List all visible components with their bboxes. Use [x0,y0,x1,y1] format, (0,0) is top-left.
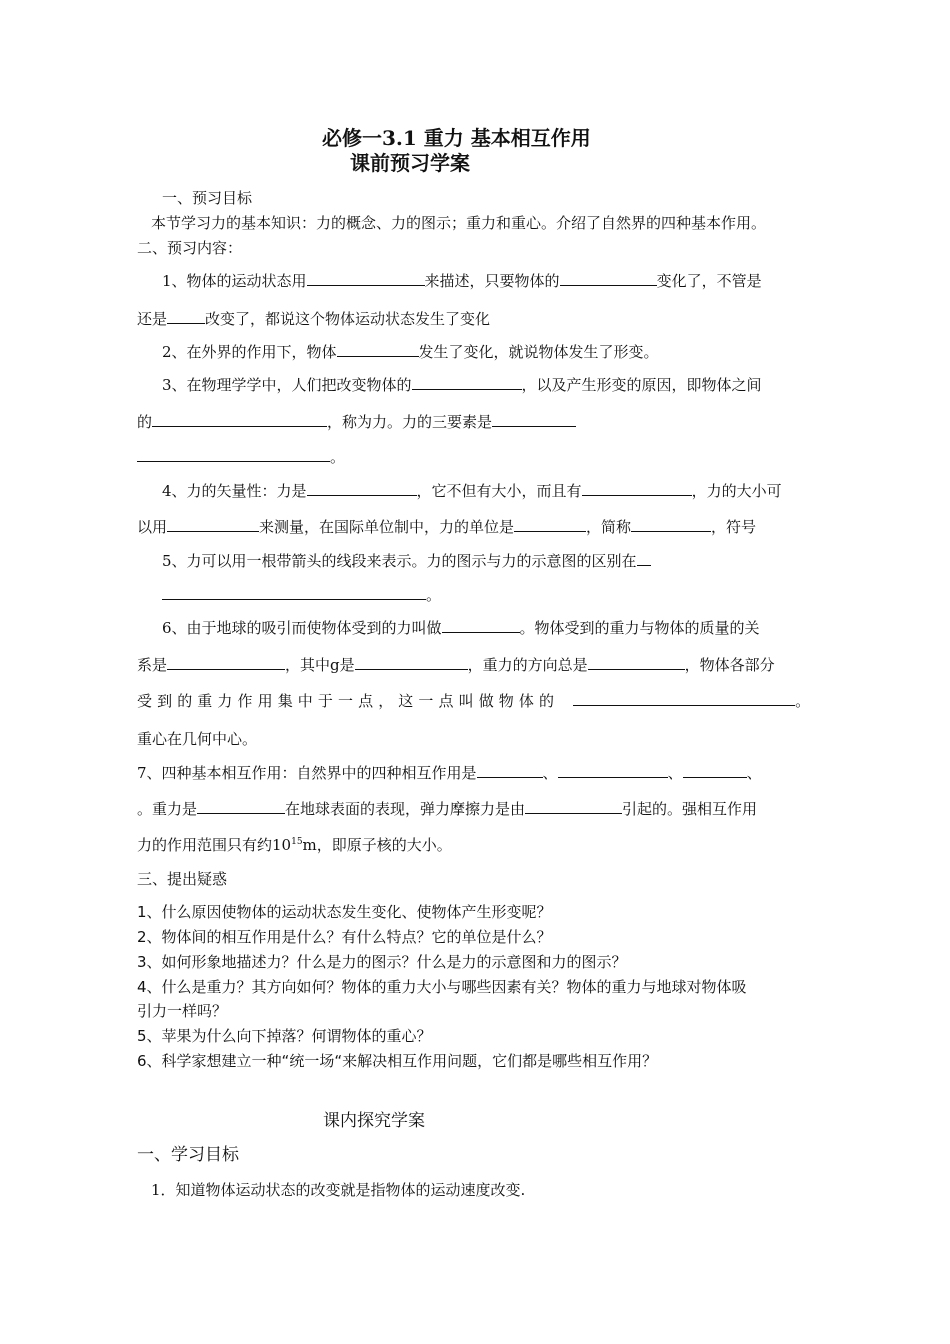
part2-title: 课内探究学案 [323,1111,425,1131]
answer-blank[interactable] [307,271,425,286]
question-7-line2: 。重力是 在地球表面的表现，弹力摩擦力是由 引起的。强相互作用 [137,800,758,818]
answer-blank[interactable] [525,799,622,814]
part2-heading: 一、学习目标 [137,1145,239,1165]
question-5-line1: 5、力可以用一根带箭头的线段来表示。力的图示与力的示意图的区别在 [162,551,651,571]
answer-blank[interactable] [588,655,685,670]
question-4-line2: 以用 来测量，在国际单位制中，力的单位是 ，简称 ，符号 [137,518,757,536]
question-6-line1: 6、由于地球的吸引而使物体受到的力叫做 。物体受到的重力与物体的质量的关 [162,619,760,637]
doubt-item: 2、物体间的相互作用是什么？有什么特点？它的单位是什么？ [137,928,552,946]
page-title: 必修一3.1 重力 基本相互作用 [322,126,591,150]
page-subtitle: 课前预习学案 [350,151,470,175]
answer-blank[interactable] [307,481,417,496]
answer-blank[interactable] [637,551,651,566]
question-1-line1: 1、物体的运动状态用 来描述，只要物体的 变化了，不管是 [162,272,762,290]
answer-blank[interactable] [514,517,586,532]
answer-blank[interactable] [152,412,327,427]
answer-blank[interactable] [167,309,205,324]
answer-blank[interactable] [683,763,747,778]
section2-heading: 二、预习内容： [137,239,243,257]
answer-blank[interactable] [412,375,522,390]
section1-heading: 一、预习目标 [162,189,253,207]
answer-blank[interactable] [355,655,468,670]
doubt-item: 4、什么是重力？其方向如何？物体的重力大小与哪些因素有关？物体的重力与地球对物体吸 [137,978,747,996]
section3-heading: 三、提出疑惑 [137,870,228,888]
question-2: 2、在外界的作用下，物体 发生了变化，就说物体发生了形变。 [162,343,659,361]
question-6-line3: 受到的重力作用集中于一点，这一点叫做物体的 。 [137,692,816,710]
answer-blank[interactable] [337,342,419,357]
question-7-line1: 7、四种基本相互作用：自然界中的四种相互作用是 、 、 、 [137,764,762,782]
doubt-item: 3、如何形象地描述力？什么是力的图示？什么是力的示意图和力的图示？ [137,953,627,971]
part2-item-1: 1．知道物体运动状态的改变就是指物体的运动速度改变. [151,1181,526,1199]
answer-blank[interactable] [492,412,576,427]
answer-blank[interactable] [197,799,285,814]
answer-blank[interactable] [560,271,657,286]
doubt-item: 6、科学家想建立一种“统一场“来解决相互作用问题，它们都是哪些相互作用？ [137,1052,658,1070]
doubt-item: 引力一样吗？ [137,1002,228,1020]
question-3-line2: 的 ，称为力。力的三要素是 [137,412,576,432]
answer-blank[interactable] [137,447,330,462]
question-1-line2: 还是 改变了，都说这个物体运动状态发生了变化 [137,310,491,328]
answer-blank[interactable] [558,763,668,778]
answer-blank[interactable] [631,517,711,532]
answer-blank[interactable] [162,585,426,600]
section1-text: 本节学习力的基本知识：力的概念、力的图示；重力和重心。介绍了自然界的四种基本作用。 [151,214,767,232]
answer-blank[interactable] [573,691,795,706]
answer-blank[interactable] [442,618,520,633]
question-3-line3: 。 [137,447,345,467]
answer-blank[interactable] [582,481,692,496]
answer-blank[interactable] [477,763,543,778]
answer-blank[interactable] [167,655,285,670]
question-5-line2: 。 [162,585,441,605]
question-4-line1: 4、力的矢量性：力是 ，它不但有大小，而且有 ，力的大小可 [162,482,782,500]
answer-blank[interactable] [167,517,259,532]
question-3-line1: 3、在物理学学中，人们把改变物体的 ，以及产生形变的原因，即物体之间 [162,376,762,394]
question-6-line4: 重心在几何中心。 [137,730,258,748]
question-6-line2: 系是 ，其中g是 ，重力的方向总是 ，物体各部分 [137,656,775,674]
doubt-item: 1、什么原因使物体的运动状态发生变化、使物体产生形变呢？ [137,903,552,921]
question-7-line3: 力的作用范围只有约$10^{15}m$，即原子核的大小。 [137,836,452,854]
doubt-item: 5、苹果为什么向下掉落？何谓物体的重心？ [137,1027,432,1045]
